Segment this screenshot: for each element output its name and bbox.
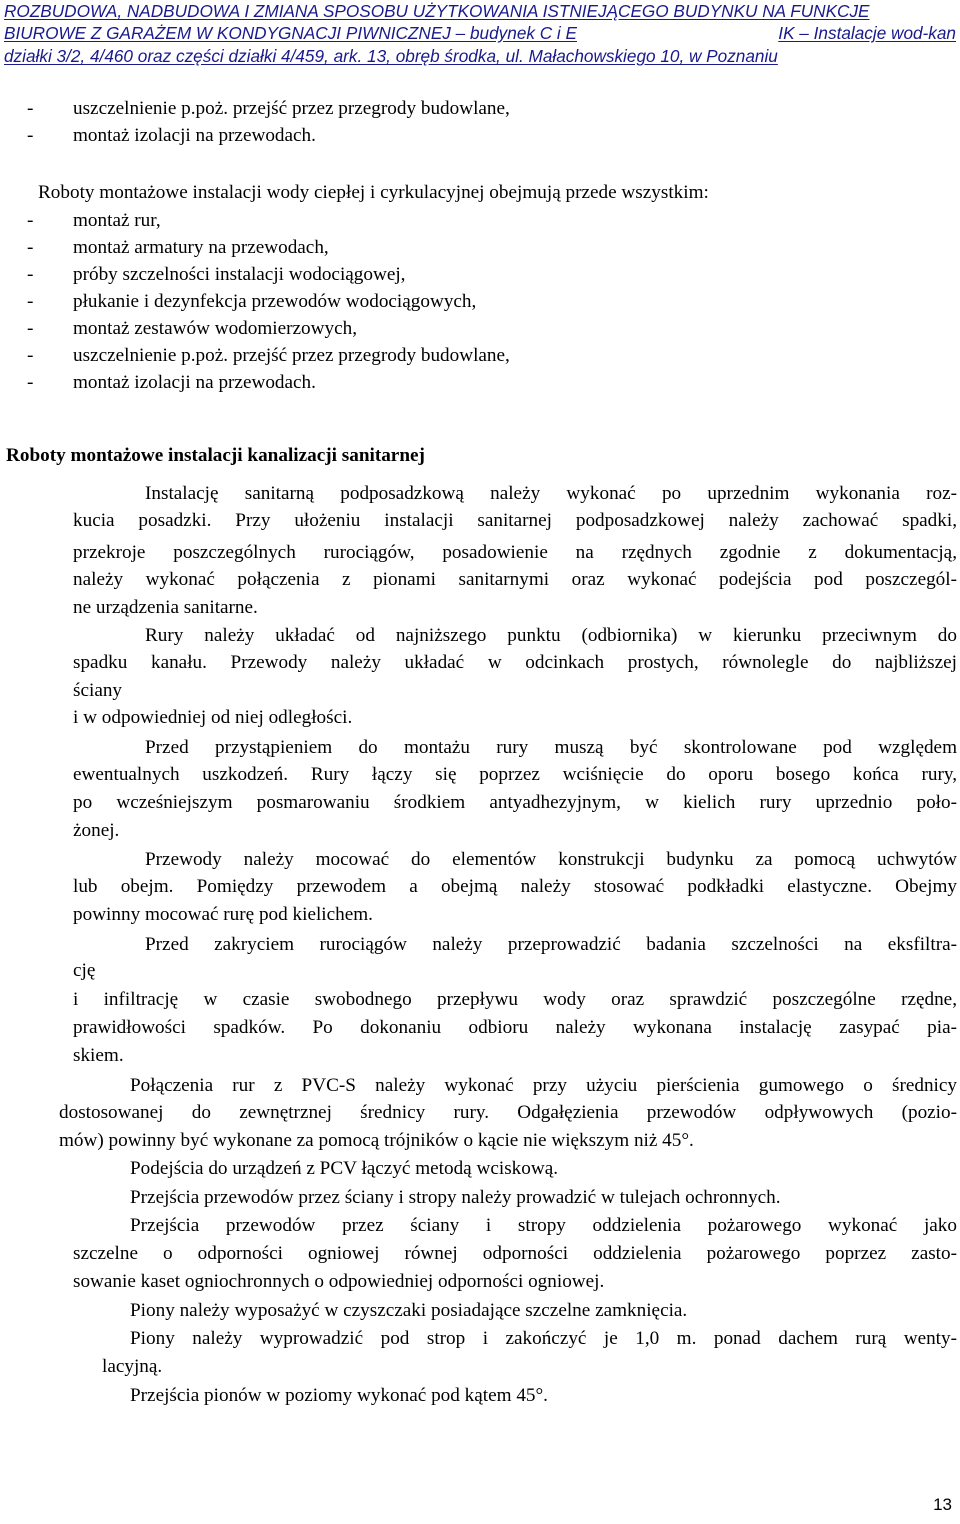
- text-line: Przejścia pionów w poziomy wykonać pod kątem 45°.: [130, 1385, 548, 1406]
- list-item: próby szczelności instalacji wodociągowej,: [73, 264, 406, 285]
- text-line: Rury należy układać od najniższego punktu (odbiornika) w kierunku przeciwnym do: [145, 625, 957, 646]
- text-line: Piony należy wyposażyć w czyszczaki posiadające szczelne zamknięcia.: [130, 1300, 688, 1321]
- list-dash: -: [27, 98, 34, 119]
- text-line: ne urządzenia sanitarne.: [73, 597, 258, 618]
- list-dash: -: [27, 291, 34, 312]
- list-item: uszczelnienie p.poż. przejść przez przegrody budowlane,: [73, 98, 510, 119]
- text-line: żonej.: [73, 820, 120, 841]
- list-item: montaż zestawów wodomierzowych,: [73, 318, 357, 339]
- text-line: przekroje poszczególnych rurociągów, posadowienie na rzędnych zgodnie z dokumentacją,: [73, 542, 957, 563]
- intro-hot-water: Roboty montażowe instalacji wody ciepłej i cyrkulacyjnej obejmują przede wszystkim:: [38, 182, 709, 203]
- list-dash: -: [27, 237, 34, 258]
- text-line: ściany: [73, 680, 123, 701]
- text-line: Przed przystąpieniem do montażu rury muszą być skontrolowane pod względem: [145, 737, 957, 758]
- text-line: lacyjną.: [102, 1356, 163, 1377]
- text-line: Połączenia rur z PVC-S należy wykonać przy użyciu pierścienia gumowego o średnicy: [130, 1075, 957, 1096]
- text-line: sowanie kaset ogniochronnych o odpowiedniej odporności ogniowej.: [73, 1271, 605, 1292]
- text-line: Przejścia przewodów przez ściany i stropy należy prowadzić w tulejach ochronnych.: [130, 1187, 781, 1208]
- text-line: cję: [73, 960, 96, 981]
- list-dash: -: [27, 125, 34, 146]
- list-dash: -: [27, 345, 34, 366]
- list-dash: -: [27, 372, 34, 393]
- text-line: powinny mocować rurę pod kielichem.: [73, 904, 373, 925]
- header-line-2: [4, 22, 956, 44]
- list-item: montaż rur,: [73, 210, 161, 231]
- header-line-1: ROZBUDOWA, NADBUDOWA I ZMIANA SPOSOBU UŻYTKOWANIA ISTNIEJĄCEGO BUDYNKU NA FUNKCJE: [4, 1, 870, 21]
- text-line: Instalację sanitarną podposadzkową należy wykonać po uprzednim wykonania roz-: [145, 483, 957, 504]
- text-line: lub obejm. Pomiędzy przewodem a obejmą należy stosować podkładki elastyczne. Obejmy: [73, 876, 957, 897]
- list-dash: -: [27, 210, 34, 231]
- text-line: Przed zakryciem rurociągów należy przeprowadzić badania szczelności na eksfiltra-: [145, 934, 957, 955]
- list-item: montaż izolacji na przewodach.: [73, 372, 316, 393]
- text-line: mów) powinny być wykonane za pomocą trójników o kącie nie większym niż 45°.: [59, 1130, 694, 1151]
- list-item: montaż armatury na przewodach,: [73, 237, 329, 258]
- list-item: uszczelnienie p.poż. przejść przez przegrody budowlane,: [73, 345, 510, 366]
- text-line: szczelne o odporności ogniowej równej odporności oddzielenia pożarowego poprzez zasto-: [73, 1243, 957, 1264]
- text-line: po wcześniejszym posmarowaniu środkiem antyadhezyjnym, w kielich rury uprzednio poło-: [73, 792, 957, 813]
- list-dash: -: [27, 318, 34, 339]
- list-dash: -: [27, 264, 34, 285]
- list-item: montaż izolacji na przewodach.: [73, 125, 316, 146]
- text-line: Piony należy wyprowadzić pod strop i zakończyć je 1,0 m. ponad dachem rurą wenty-: [130, 1328, 957, 1349]
- list-item: płukanie i dezynfekcja przewodów wodociągowych,: [73, 291, 477, 312]
- text-line: spadku kanału. Przewody należy układać w odcinkach prostych, równolegle do najbliższej: [73, 652, 957, 673]
- header-line-3: działki 3/2, 4/460 oraz części działki 4/459, ark. 13, obręb środka, ul. Małachowskiego 10, w Poznaniu: [4, 46, 778, 66]
- text-line: należy wykonać połączenia z pionami sanitarnymi oraz wykonać podejścia pod poszczegól-: [73, 569, 957, 590]
- header-section: IK – Instalacje wod-kan: [778, 23, 956, 43]
- page-number: 13: [933, 1495, 952, 1514]
- text-line: kucia posadzki. Przy ułożeniu instalacji sanitarnej podposadzkowej należy zachować spadki,: [73, 510, 957, 531]
- text-line: i w odpowiedniej od niej odległości.: [73, 707, 353, 728]
- text-line: Przejścia przewodów przez ściany i stropy oddzielenia pożarowego wykonać jako: [130, 1215, 957, 1236]
- text-line: i infiltrację w czasie swobodnego przepływu wody oraz sprawdzić poszczególne rzędne,: [73, 989, 957, 1010]
- text-line: dostosowanej do zewnętrznej średnicy rury. Odgałęzienia przewodów odpływowych (pozio-: [59, 1102, 957, 1123]
- text-line: Przewody należy mocować do elementów konstrukcji budynku za pomocą uchwytów: [145, 849, 957, 870]
- section-heading: Roboty montażowe instalacji kanalizacji sanitarnej: [6, 445, 425, 466]
- text-line: ewentualnych uszkodzeń. Rury łączy się poprzez wciśnięcie do oporu bosego końca rury,: [73, 764, 957, 785]
- header-project: BIUROWE Z GARAŻEM W KONDYGNACJI PIWNICZNEJ – budynek C i E: [4, 23, 577, 43]
- text-line: prawidłowości spadków. Po dokonaniu odbioru należy wykonana instalację zasypać pia-: [73, 1017, 957, 1038]
- text-line: skiem.: [73, 1045, 124, 1066]
- text-line: Podejścia do urządzeń z PCV łączyć metodą wciskową.: [130, 1158, 559, 1179]
